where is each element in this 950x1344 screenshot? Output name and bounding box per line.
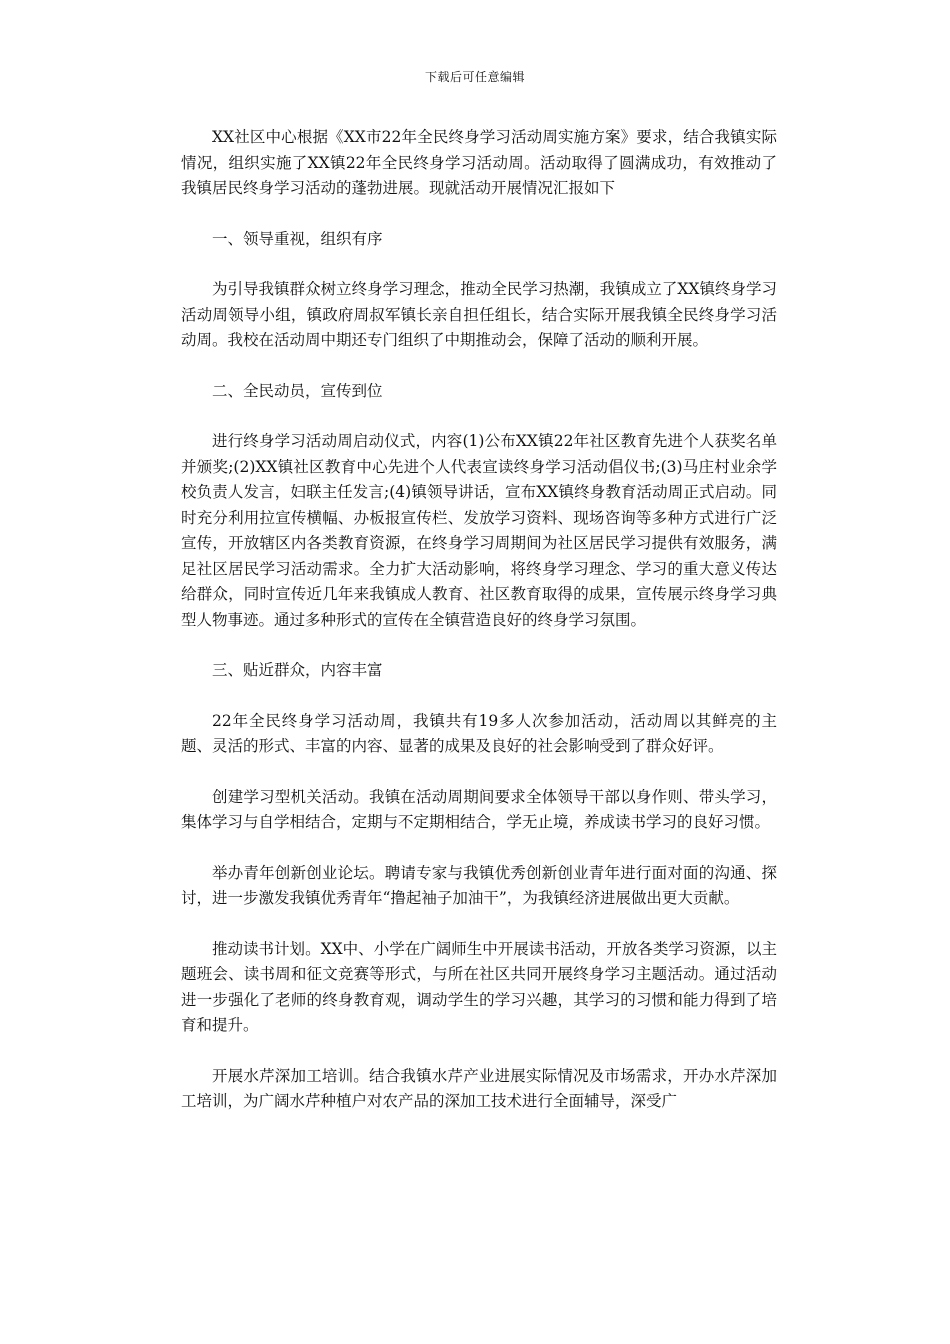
- section2-paragraph: 进行终身学习活动周启动仪式，内容(1)公布XX镇22年社区教育先进个人获奖名单并颁奖;(2)XX镇社区教育中心先进个人代表宣读终身学习活动倡仪书;(3)马庄村业余学校负责人发言，妇联主任发言;(4)镇领导讲话，宣布XX镇终身教育活动周正式启动。同时充分利用拉宣传横幅、办板报宣传栏、发放学习资料、现场咨询等多种方式进行广泛宣传，开放辖区内各类教育资源，在终身学习周期间为社区居民学习提供有效服务，满足社区居民学习活动需求。全力扩大活动影响，将终身学习理念、学习的重大意义传达给群众，同时宣传近几年来我镇成人教育、社区教育取得的成果，宣传展示终身学习典型人物事迹。通过多种形式的宣传在全镇营造良好的终身学习氛围。: [181, 432, 777, 629]
- header-note: 下载后可任意编辑: [424, 70, 525, 84]
- section3-paragraph-4: 推动读书计划。XX中、小学在广阔师生中开展读书活动，开放各类学习资源，以主题班会、读书周和征文竞赛等形式，与所在社区共同开展终身学习主题活动。通过活动进一步强化了老师的终身教育观，调动学生的学习兴趣，其学习的习惯和能力得到了培育和提升。: [181, 939, 777, 1034]
- section3-paragraph-5: 开展水芹深加工培训。结合我镇水芹产业进展实际情况及市场需求，开办水芹深加工培训，为广阔水芹种植户对农产品的深加工技术进行全面辅导，深受广: [181, 1066, 777, 1110]
- section1-paragraph: 为引导我镇群众树立终身学习理念，推动全民学习热潮，我镇成立了XX镇终身学习活动周领导小组，镇政府周叔军镇长亲自担任组长，结合实际开展我镇全民终身学习活动周。我校在活动周中期还专门组织了中期推动会，保障了活动的顺利开展。: [181, 280, 777, 349]
- intro-paragraph: XX社区中心根据《XX市22年全民终身学习活动周实施方案》要求，结合我镇实际情况，组织实施了XX镇22年全民终身学习活动周。活动取得了圆满成功，有效推动了我镇居民终身学习活动的蓬勃进展。现就活动开展情况汇报如下: [181, 128, 777, 197]
- section1-heading: 一、领导重视，组织有序: [212, 229, 383, 248]
- section3-paragraph-3: 举办青年创新创业论坛。聘请专家与我镇优秀创新创业青年进行面对面的沟通、探讨，进一步激发我镇优秀青年“撸起袖子加油干”，为我镇经济进展做出更大贡献。: [181, 863, 777, 907]
- section3-heading: 三、贴近群众，内容丰富: [212, 661, 383, 679]
- section2-heading: 二、全民动员，宣传到位: [212, 381, 383, 400]
- document-body: [181, 125, 777, 1140]
- section3-paragraph-1: 22年全民终身学习活动周，我镇共有19多人次参加活动，活动周以其鲜亮的主题、灵活的形式、丰富的内容、显著的成果及良好的社会影响受到了群众好评。: [181, 711, 777, 755]
- section3-paragraph-2: 创建学习型机关活动。我镇在活动周期间要求全体领导干部以身作则、带头学习，集体学习与自学相结合，定期与不定期相结合，学无止境，养成读书学习的良好习惯。: [181, 787, 777, 831]
